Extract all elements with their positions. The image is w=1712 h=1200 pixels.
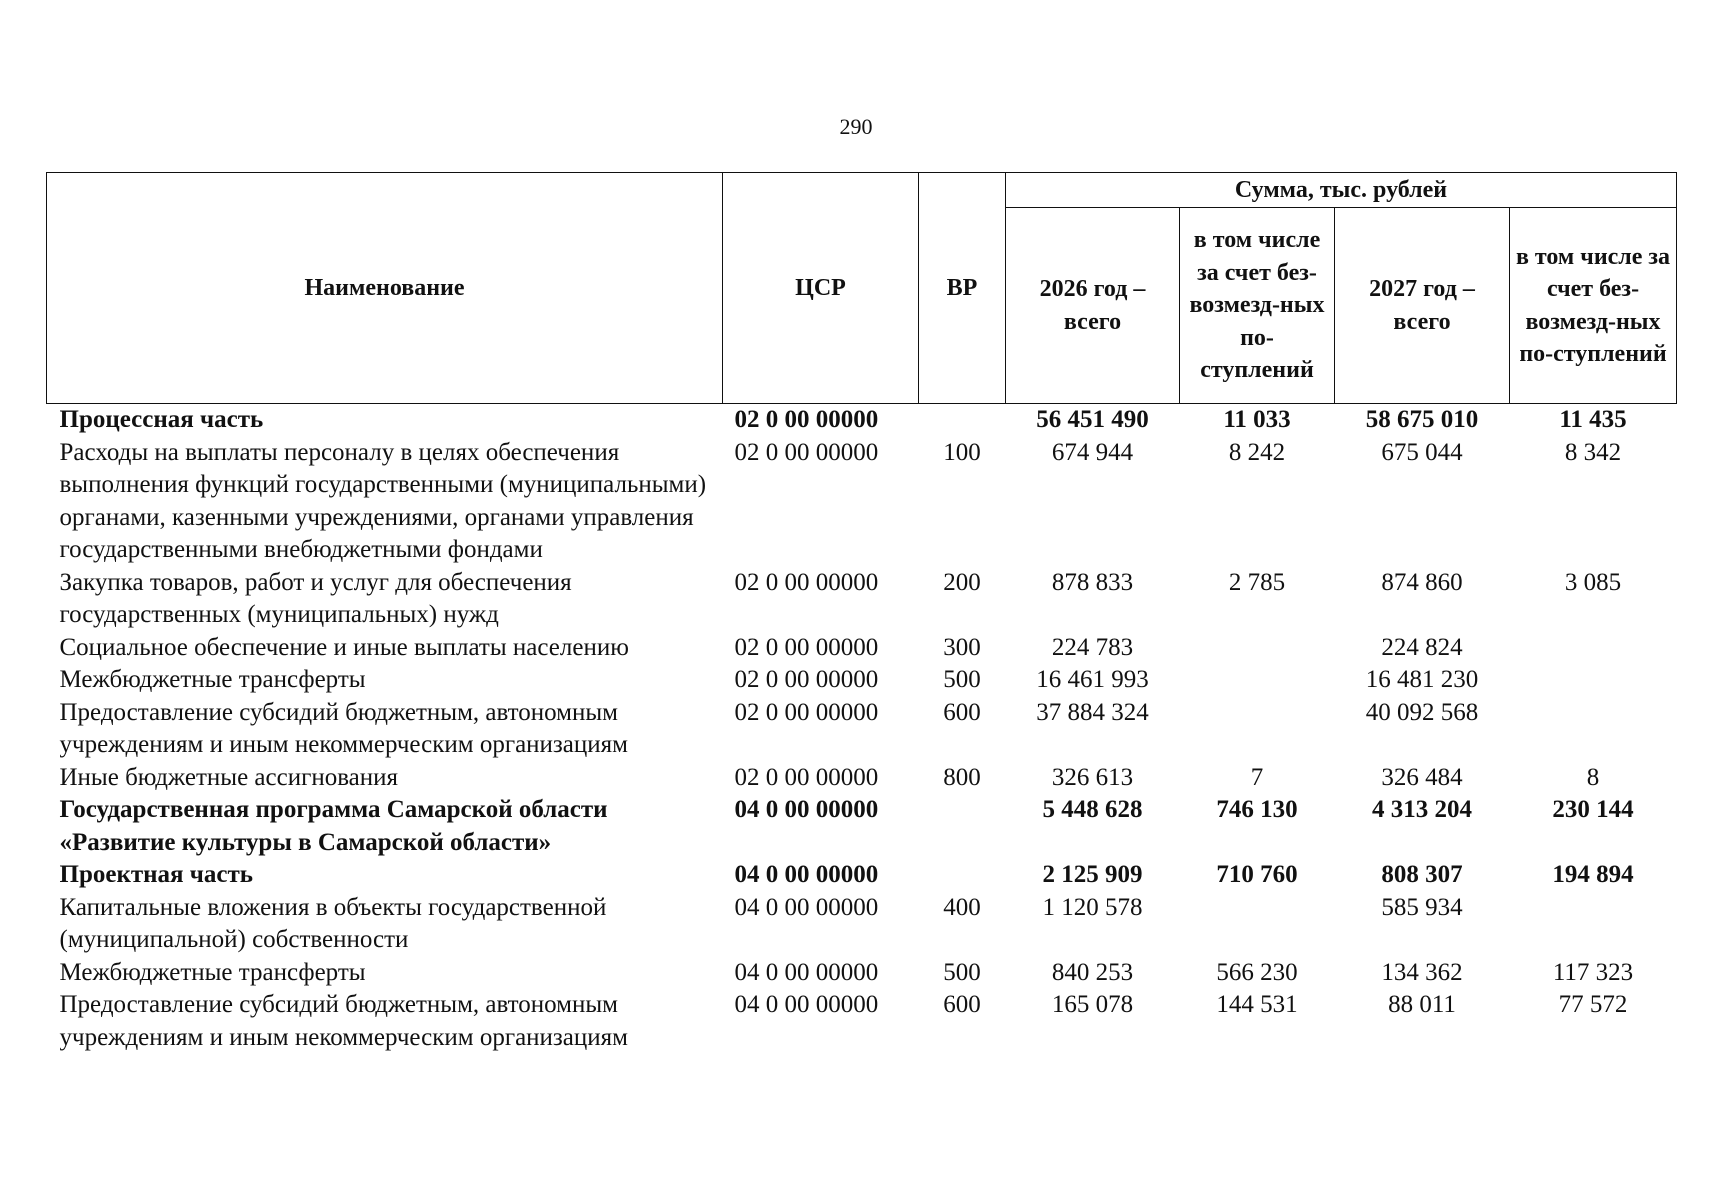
table-row (47, 892, 1677, 957)
row-csr: 04 0 00 00000 (734, 861, 879, 888)
row-name: Межбюджетные трансферты (59, 958, 366, 986)
row-2027-free: 117 323 (1552, 958, 1634, 986)
row-csr: 04 0 00 00000 (734, 958, 879, 986)
table-body (47, 404, 1677, 1055)
row-2027-total: 58 675 010 (1365, 406, 1479, 433)
row-name: Предоставление субсидий бюджетным, автономным учреждениям и иным некоммерческим организациям (59, 991, 628, 1051)
row-2027-total: 16 481 230 (1365, 666, 1479, 693)
row-2026-free: 566 230 (1216, 958, 1298, 986)
row-2026-free: 8 242 (1228, 438, 1286, 466)
row-2027-free: 3 085 (1564, 568, 1622, 596)
row-name: Государственная программа Самарской области «Развитие культуры в Самарской области» (59, 796, 608, 856)
table-row (47, 989, 1677, 1054)
row-2026-total: 56 451 490 (1036, 406, 1149, 433)
row-csr: 04 0 00 00000 (734, 893, 879, 921)
row-2027-total: 224 824 (1381, 633, 1463, 661)
row-2026-total: 878 833 (1051, 568, 1134, 596)
row-2026-free (1180, 632, 1335, 665)
row-2027-total: 874 860 (1381, 568, 1463, 596)
row-2026-free (1180, 697, 1335, 762)
header-2027-free: в том числе за счет без-возмезд-ных по-ступлений (1510, 208, 1677, 404)
row-name: Капитальные вложения в объекты государственной (муниципальной) собственности (59, 893, 607, 953)
header-sum-group: Сумма, тыс. рублей (1006, 173, 1677, 208)
row-vr: 600 (943, 991, 981, 1018)
table-row (47, 567, 1677, 632)
row-2026-total: 16 461 993 (1036, 666, 1149, 693)
row-name: Предоставление субсидий бюджетным, автономным учреждениям и иным некоммерческим организациям (59, 698, 628, 758)
header-2026-free: в том числе за счет без-возмезд-ных по-ступлений (1180, 208, 1335, 404)
header-2027-total: 2027 год – всего (1335, 208, 1510, 404)
row-vr: 500 (943, 666, 981, 693)
table-row (47, 404, 1677, 437)
table-row (47, 437, 1677, 567)
row-2026-total: 165 078 (1051, 991, 1134, 1018)
row-2026-total: 37 884 324 (1036, 698, 1149, 726)
header-name: Наименование (47, 173, 723, 404)
table-header (47, 173, 1677, 404)
row-csr: 02 0 00 00000 (734, 698, 879, 726)
table-row (47, 859, 1677, 892)
row-2026-free (1180, 664, 1335, 697)
page-number: 290 (839, 114, 873, 139)
row-2027-free (1510, 632, 1677, 665)
row-2026-free: 710 760 (1216, 861, 1298, 888)
row-2026-total: 674 944 (1051, 438, 1134, 466)
row-csr: 02 0 00 00000 (734, 438, 879, 466)
row-2027-free: 8 (1586, 763, 1600, 791)
row-name: Проектная часть (59, 861, 254, 888)
row-2026-total: 840 253 (1051, 958, 1134, 986)
row-vr: 300 (943, 633, 981, 661)
row-csr: 02 0 00 00000 (734, 568, 879, 596)
row-2026-total: 1 120 578 (1042, 893, 1143, 921)
row-vr (919, 794, 1006, 859)
table-row (47, 794, 1677, 859)
row-2027-total: 40 092 568 (1365, 698, 1479, 726)
header-vr: ВР (919, 173, 1006, 404)
row-2027-total: 808 307 (1381, 861, 1463, 888)
row-name: Расходы на выплаты персоналу в целях обеспечения выполнения функций государственными (муниципальными) органами, казенными учреждениями, органами управления государственными внебюджетными фондами (59, 438, 707, 563)
table-row (47, 664, 1677, 697)
row-name: Межбюджетные трансферты (59, 666, 366, 693)
table-row (47, 632, 1677, 665)
table-row (47, 697, 1677, 762)
row-2027-total: 585 934 (1381, 893, 1463, 921)
table-row (47, 957, 1677, 990)
row-2027-free: 77 572 (1558, 991, 1628, 1018)
row-2027-free: 11 435 (1559, 406, 1627, 433)
row-2026-total: 5 448 628 (1042, 796, 1143, 823)
row-vr: 500 (943, 958, 981, 986)
budget-table (46, 172, 1677, 1054)
header-csr: ЦСР (723, 173, 919, 404)
row-2026-total: 224 783 (1051, 633, 1134, 661)
row-2027-free (1510, 697, 1677, 762)
row-csr: 04 0 00 00000 (734, 991, 879, 1018)
row-name: Социальное обеспечение и иные выплаты населению (59, 633, 629, 661)
row-csr: 02 0 00 00000 (734, 666, 879, 693)
row-2027-free: 230 144 (1552, 796, 1634, 823)
row-2027-total: 675 044 (1381, 438, 1463, 466)
row-csr: 02 0 00 00000 (734, 633, 879, 661)
row-vr (919, 404, 1006, 437)
row-2027-total: 4 313 204 (1372, 796, 1472, 823)
row-name: Процессная часть (59, 406, 264, 433)
row-vr: 600 (943, 698, 981, 726)
header-2026-total: 2026 год – всего (1006, 208, 1180, 404)
row-2027-total: 326 484 (1381, 763, 1463, 791)
row-2026-total: 326 613 (1051, 763, 1134, 791)
row-2027-free (1510, 664, 1677, 697)
row-2026-free: 746 130 (1216, 796, 1298, 823)
row-csr: 02 0 00 00000 (734, 406, 879, 433)
row-name: Закупка товаров, работ и услуг для обеспечения государственных (муниципальных) нужд (59, 568, 572, 628)
row-2026-free (1180, 892, 1335, 957)
row-2027-free: 194 894 (1552, 861, 1634, 888)
table-row (47, 762, 1677, 795)
row-2027-total: 88 011 (1388, 991, 1456, 1018)
row-vr: 100 (943, 438, 981, 466)
row-csr: 04 0 00 00000 (734, 796, 879, 823)
row-vr: 800 (943, 763, 981, 791)
row-vr: 200 (943, 568, 981, 596)
row-csr: 02 0 00 00000 (734, 763, 879, 791)
row-2026-total: 2 125 909 (1042, 861, 1143, 888)
row-2026-free: 11 033 (1223, 406, 1291, 433)
row-2027-free (1510, 892, 1677, 957)
row-2027-free: 8 342 (1564, 438, 1622, 466)
row-2027-total: 134 362 (1381, 958, 1463, 986)
row-2026-free: 2 785 (1228, 568, 1286, 596)
row-name: Иные бюджетные ассигнования (59, 763, 399, 791)
row-vr: 400 (943, 893, 981, 921)
row-2026-free: 144 531 (1216, 991, 1298, 1018)
row-2026-free: 7 (1250, 763, 1264, 791)
row-vr (919, 859, 1006, 892)
